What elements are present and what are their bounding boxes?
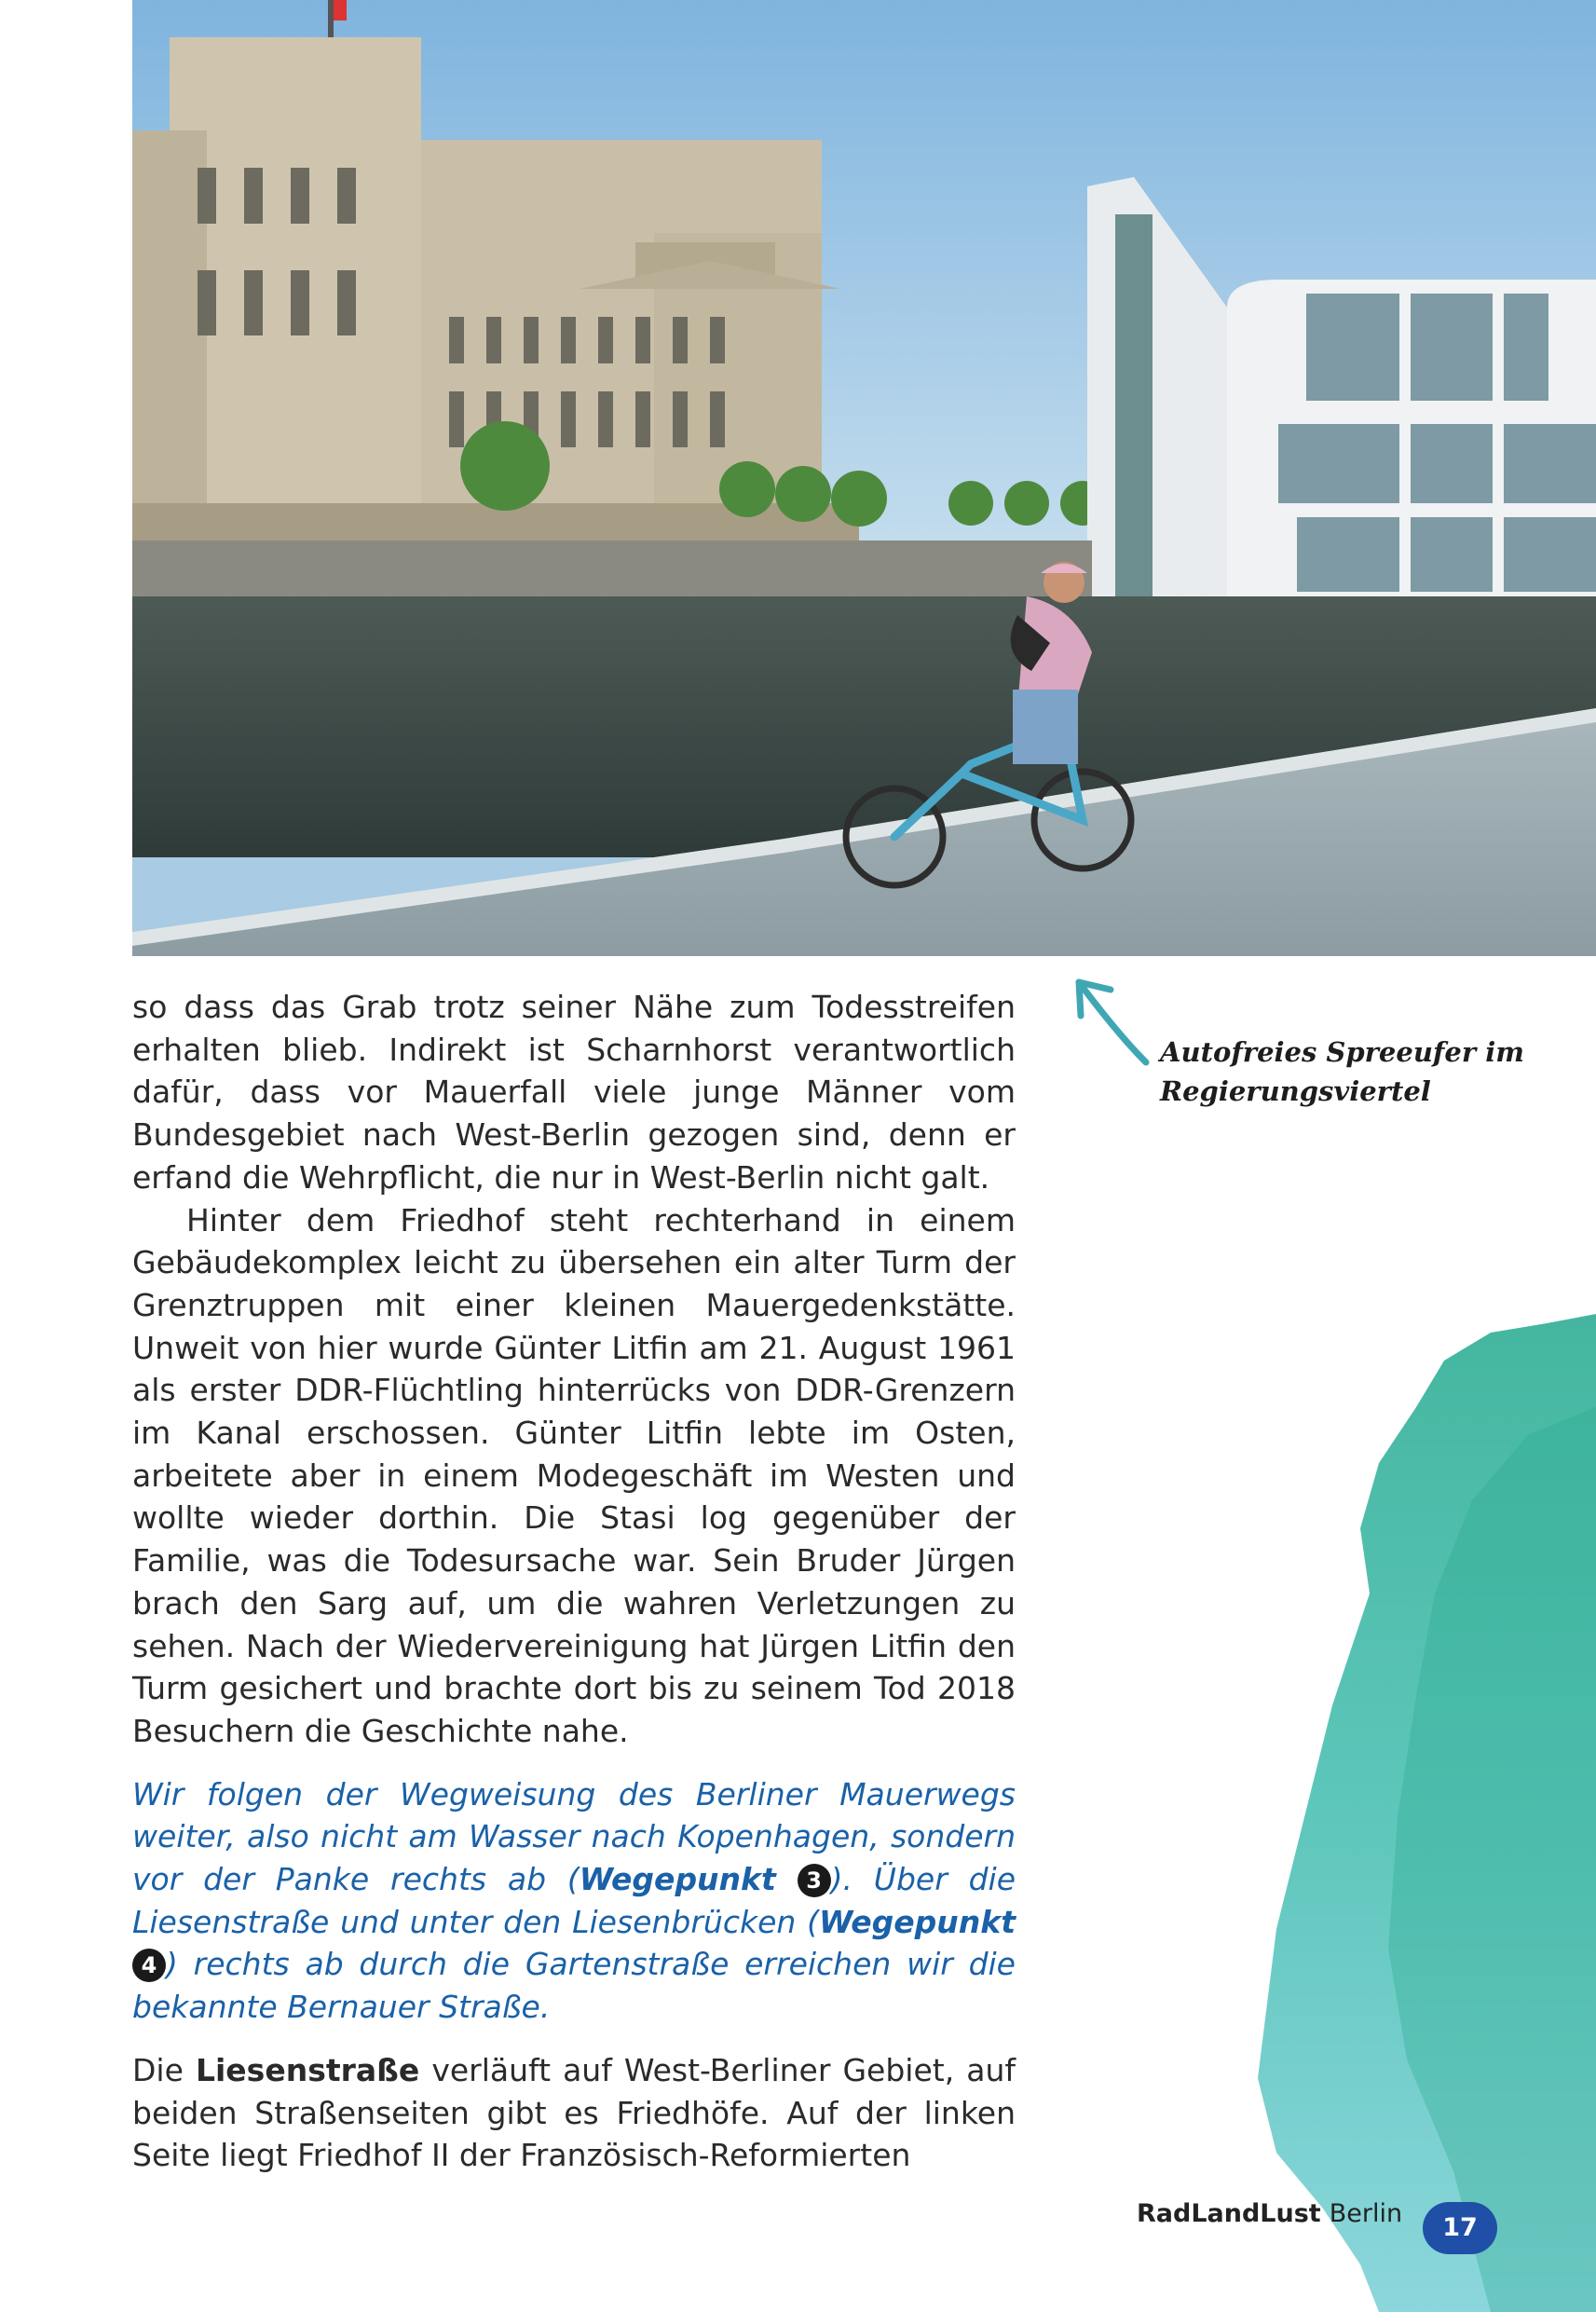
photo-illustration: [132, 0, 1596, 956]
photo-caption: Autofreies Spreeufer im Regierungsviertel: [1160, 1036, 1524, 1107]
paragraph-litfin: Hinter dem Friedhof steht rechterhand in einem Gebäudekomplex leicht zu übersehen ein alter Turm der Grenztruppen mit einer kleinen Mauergedenkstätte. Unweit von hier wurde Günter Litfin am 21. August 1961 als erster DDR-Flüchtling hinterrücks von DDR-Grenzern im Kanal erschossen. Günter Litfin lebte im Osten, arbeitete aber in einem Modegeschäft im Westen und wollte wieder dorthin. Die Stasi log gegenüber der Familie, was die Todesursache war. Sein Bruder Jürgen brach den Sarg auf, um die wahren Verletzungen zu sehen. Nach der Wiedervereinigung hat Jürgen Litfin den Turm gesichert und brachte dort bis zu seinem Tod 2018 Besuchern die Geschichte nahe.: [132, 1201, 1016, 1749]
waypoint-3-badge: 3: [798, 1864, 831, 1897]
watercolor-splash: [1211, 1295, 1596, 2312]
brand-name: RadLandLust: [1137, 2199, 1321, 2228]
embankment-wall: [132, 540, 1092, 596]
route-directions: Wir folgen der Wegweisung des Berliner Mauerwegs weiter, also nicht am Wasser nach Kopenhagen, sondern vor der Panke rechts ab (Wegepunkt 3 ). Über die Liesenstraße und unter den Liesenbrücken (Wegepunkt 4 ) rechts ab durch die Gartenstraße erreichen wir die bekannte Bernauer Straße.: [132, 1775, 1016, 2026]
waypoint-4-badge: 4: [132, 1949, 166, 1982]
photo-reichstag-spree: [132, 0, 1596, 956]
footer-city: Berlin: [1329, 2199, 1403, 2228]
street-name: Liesenstraße: [195, 2051, 420, 2088]
page-number-badge: 17: [1423, 2202, 1497, 2254]
waypoint-label: Wegepunkt: [579, 1861, 776, 1898]
article-body: [132, 986, 1016, 2177]
waypoint-label: Wegepunkt: [818, 1903, 1016, 1940]
paragraph-liesenstrasse: Die Liesenstraße verläuft auf West-Berliner Gebiet, auf beiden Straßenseiten gibt es Friedhöfe. Auf der linken Seite liegt Friedhof II der Französisch-Reformierten: [132, 2051, 1016, 2174]
paragraph-grave: so dass das Grab trotz seiner Nähe zum Todesstreifen erhalten blieb. Indirekt ist Scharnhorst verantwortlich dafür, dass vor Mauerfall viele junge Männer vom Bundesgebiet nach West-Berlin gezogen sind, denn er erfand die Wehrpflicht, die nur in West-Berlin nicht galt.: [132, 989, 1016, 1196]
caption-arrow-icon: [1062, 969, 1165, 1072]
page-footer: [1137, 2199, 1402, 2228]
